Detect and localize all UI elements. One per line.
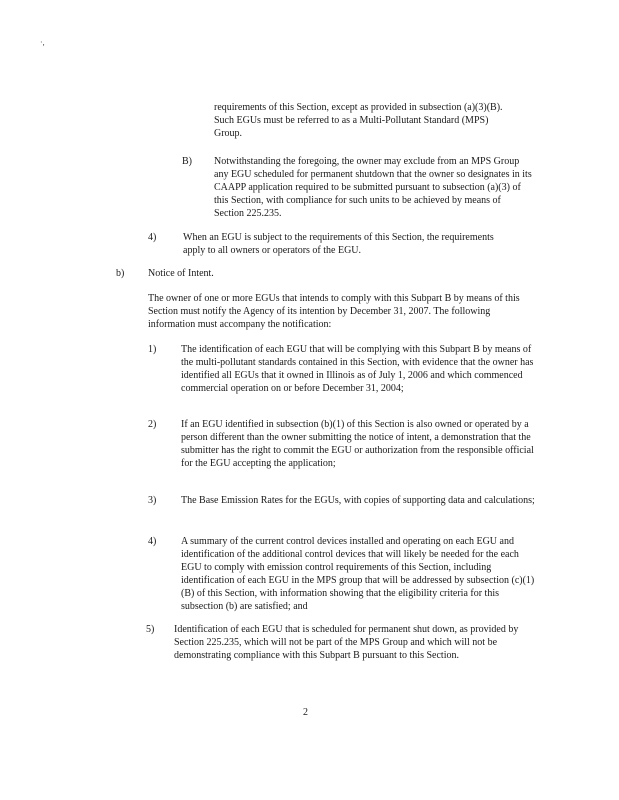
- section-b-intro: The owner of one or more EGUs that intends to comply with this Subpart B by means of this Section must notify the Agency of its intention by December 31, 2007. The following information must accompany the notification:: [148, 293, 520, 330]
- page-number: 2: [303, 707, 308, 718]
- list-item-3-label: 3): [148, 495, 157, 506]
- section-b-label: b): [116, 268, 125, 279]
- item-4-label: 4): [148, 232, 157, 243]
- list-item-5-text: Identification of each EGU that is scheduled for permanent shut down, as provided by Section 225.235, which will not be part of the MPS Group and which will not be demonstrating compliance with this Subpart B pursuant to this Section.: [174, 624, 519, 661]
- corner-mark: ·,: [40, 38, 45, 47]
- item-b-label: B): [182, 156, 192, 167]
- item-b-text: Notwithstanding the foregoing, the owner may exclude from an MPS Group any EGU scheduled for permanent shutdown that the owner so designates in its CAAPP application required to be submitted pursuant to subsection (a)(3) of this Section, with compliance for such units to be achieved by means of Section 225.235.: [214, 156, 532, 219]
- list-item-5-label: 5): [146, 624, 155, 635]
- list-item-1-text: The identification of each EGU that will be complying with this Subpart B by means of the multi-pollutant standards contained in this Section, with evidence that the owner has identified all EGUs that it owned in Illinois as of July 1, 2006 and which commenced commercial operation on or before December 31, 2004;: [181, 344, 534, 394]
- list-item-2-text: If an EGU identified in subsection (b)(1) of this Section is also owned or operated by a person different than the owner submitting the notice of intent, a demonstration that the submitter has the right to commit the EGU or authorization from the responsible official for the EGU accepting the application;: [181, 419, 534, 469]
- list-item-4-label: 4): [148, 536, 157, 547]
- list-item-3-text: The Base Emission Rates for the EGUs, with copies of supporting data and calculations;: [181, 495, 535, 506]
- section-b-heading: Notice of Intent.: [148, 268, 214, 279]
- list-item-2-label: 2): [148, 419, 157, 430]
- item-4-text: When an EGU is subject to the requirements of this Section, the requirements apply to all owners or operators of the EGU.: [183, 232, 494, 256]
- continued-paragraph: requirements of this Section, except as provided in subsection (a)(3)(B). Such EGUs must be referred to as a Multi-Pollutant Standard (MPS) Group.: [214, 102, 503, 139]
- list-item-1-label: 1): [148, 344, 157, 355]
- list-item-4-text: A summary of the current control devices installed and operating on each EGU and identification of the additional control devices that will likely be needed for the each EGU to comply with emission control requirements of this Section, including identification of each EGU in the MPS group that will be addressed by subsection (c)(1)(B) of this Section, with information showing that the eligibility criteria for this subsection (b) are satisfied; and: [181, 536, 535, 612]
